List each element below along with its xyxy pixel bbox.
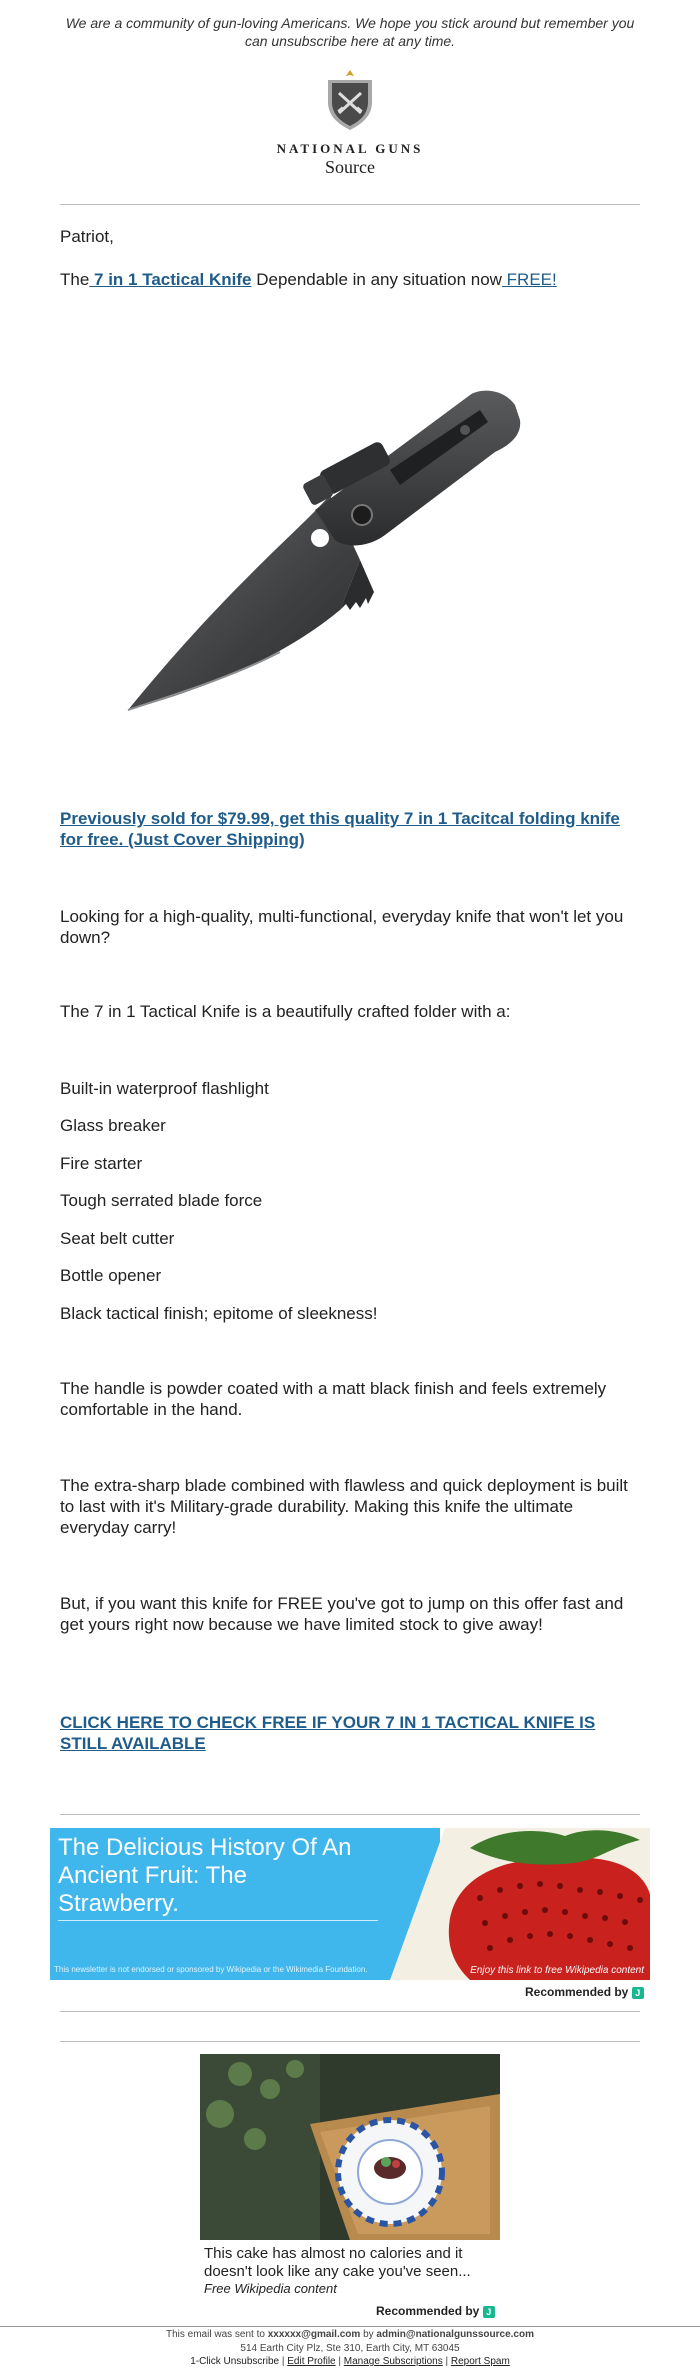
sender-email: admin@nationalgunssource.com [376, 2329, 534, 2340]
handle-paragraph: The handle is powder coated with a matt black finish and feels extremely comfortable in the hand. [60, 1379, 607, 1419]
urgency-paragraph: But, if you want this knife for FREE you've got to jump on this offer fast and get yours right now because we have limited stock to give away! [60, 1594, 624, 1634]
sent-prefix: This email was sent to [166, 2329, 265, 2340]
unsubscribe-link[interactable]: 1-Click Unsubscribe [190, 2356, 280, 2367]
footer-divider [0, 2326, 700, 2327]
ad-caption: Enjoy this link to free Wikipedia content [470, 1965, 644, 1976]
footer-links: 1-Click Unsubscribe | Edit Profile | Manage Subscriptions | Report Spam [190, 2356, 510, 2367]
intro-prefix: The [60, 270, 90, 289]
cake-image[interactable] [200, 2054, 500, 2240]
brand-name: NATIONAL GUNS [276, 141, 424, 156]
recommender-logo-icon: J [632, 1987, 644, 1999]
divider [60, 204, 640, 205]
report-spam-link[interactable]: Report Spam [450, 2356, 510, 2367]
list-item: Glass breaker [60, 1116, 166, 1135]
intro-middle: Dependable in any situation now [251, 270, 502, 289]
sent-by-label: by [363, 2329, 374, 2340]
recommender-logo-icon: J [483, 2306, 495, 2318]
divider [60, 2041, 640, 2042]
recommended-label: Recommended by [376, 2304, 480, 2318]
list-item: Black tactical finish; epitome of sleekness! [60, 1304, 378, 1323]
ad-disclaimer: This newsletter is not endorsed or sponsored by Wikipedia or the Wikimedia Foundation. [54, 1965, 368, 1974]
list-item: Bottle opener [60, 1266, 162, 1285]
recommended-by[interactable] [525, 1985, 644, 1999]
list-item: Tough serrated blade force [60, 1191, 263, 1210]
footer-address: 514 Earth City Plz, Ste 310, Earth City, MT 63045 [240, 2343, 460, 2354]
brand-logo[interactable] [250, 68, 450, 178]
list-item: Built-in waterproof flashlight [60, 1079, 269, 1098]
lead-text: The 7 in 1 Tactical Knife is a beautifully crafted folder with a: [60, 1002, 511, 1021]
footer-sent-line [0, 2329, 700, 2341]
knife-image[interactable] [110, 360, 590, 720]
list-item: Fire starter [60, 1154, 143, 1173]
recipient-email: xxxxxx@gmail.com [267, 2329, 361, 2340]
ad-headline[interactable]: The Delicious History Of An Ancient Fruit: The Strawberry. [58, 1834, 352, 1917]
free-link[interactable]: FREE! [501, 270, 557, 289]
knife-name-link[interactable]: 7 in 1 Tactical Knife [89, 270, 252, 289]
intro-line [60, 269, 640, 290]
manage-subscriptions-link[interactable]: Manage Subscriptions [343, 2356, 443, 2367]
strawberry-ad[interactable] [50, 1828, 650, 1980]
cake-ad-title[interactable]: This cake has almost no calories and it doesn't look like any cake you've seen... [204, 2245, 471, 2280]
divider [60, 1814, 640, 1815]
check-availability-link[interactable]: CLICK HERE TO CHECK FREE IF YOUR 7 IN 1 TACTICAL KNIFE IS STILL AVAILABLE [60, 1713, 596, 1753]
brand-subname: Source [325, 157, 375, 177]
list-item: Seat belt cutter [60, 1229, 175, 1248]
shield-logo-icon [322, 68, 378, 132]
strawberry-image [390, 1828, 650, 1980]
ad-text-panel [50, 1828, 440, 1980]
recommended-label: Recommended by [525, 1985, 629, 1999]
ad-divider [58, 1920, 378, 1921]
offer-link[interactable]: Previously sold for $79.99, get this quality 7 in 1 Tacitcal folding knife for free. (Just Cover Shipping) [60, 809, 620, 849]
edit-profile-link[interactable]: Edit Profile [287, 2356, 336, 2367]
divider [60, 2011, 640, 2012]
recommended-by[interactable] [376, 2304, 495, 2318]
greeting: Patriot, [60, 227, 114, 246]
unsubscribe-notice[interactable]: We are a community of gun-loving Americans. We hope you stick around but remember you can unsubscribe here at any time. [65, 15, 635, 49]
blade-paragraph: The extra-sharp blade combined with flawless and quick deployment is built to last with it's Military-grade durability. Making this knife the ultimate everyday carry! [60, 1476, 628, 1537]
question-text: Looking for a high-quality, multi-functional, everyday knife that won't let you down? [60, 907, 624, 947]
cake-ad-source: Free Wikipedia content [204, 2281, 337, 2296]
